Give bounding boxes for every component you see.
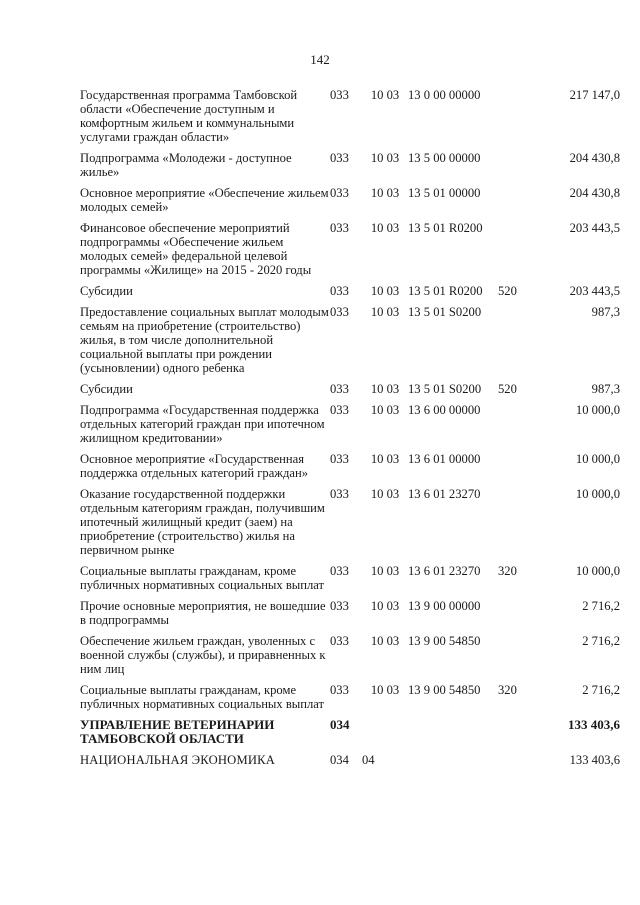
table-row	[80, 487, 620, 564]
section-code: 10 03	[370, 683, 400, 697]
article-code: 13 0 00 00000	[408, 88, 481, 102]
table-row	[80, 186, 620, 221]
expense-kind: 520	[498, 284, 517, 298]
article-code: 13 6 01 23270	[408, 564, 481, 578]
article-code: 13 5 01 00000	[408, 186, 481, 200]
expense-kind: 320	[498, 564, 517, 578]
article-code: 13 5 01 R0200	[408, 284, 483, 298]
expense-kind	[498, 305, 534, 382]
amount: 987,3	[591, 382, 620, 396]
amount: 10 000,0	[575, 564, 620, 578]
section-name: НАЦИОНАЛЬНАЯ ЭКОНОМИКА	[80, 753, 276, 767]
table-row	[80, 88, 620, 151]
article-code: 13 5 00 00000	[408, 151, 481, 165]
section-code: 04	[362, 753, 375, 767]
row-name: Социальные выплаты гражданам, кроме публичных нормативных социальных выплат	[80, 564, 325, 592]
section-code: 10 03	[370, 305, 400, 319]
section-code: 10 03	[370, 88, 400, 102]
row-name: Субсидии	[80, 382, 133, 396]
amount: 2 716,2	[582, 634, 620, 648]
amount: 10 000,0	[575, 452, 620, 466]
department-ministry-code: 034	[330, 717, 350, 732]
table-row	[80, 221, 620, 284]
ministry-code: 033	[330, 564, 349, 578]
ministry-code: 033	[330, 634, 349, 648]
section-ministry-code: 034	[330, 753, 349, 767]
table-row	[80, 403, 620, 452]
article-code: 13 5 01 S0200	[408, 305, 482, 319]
ministry-code: 033	[330, 452, 349, 466]
article-code: 13 6 00 00000	[408, 403, 481, 417]
expense-kind	[498, 221, 534, 284]
row-name: Оказание государственной поддержки отдельным категориям граждан, получившим ипотечный жилищный кредит (заем) на приобретение (строительство) жилья на первичном рынке	[80, 487, 325, 557]
table-row	[80, 151, 620, 186]
amount: 204 430,8	[569, 186, 620, 200]
article-code: 13 9 00 54850	[408, 634, 481, 648]
ministry-code: 033	[330, 305, 349, 319]
amount: 2 716,2	[582, 683, 620, 697]
section-code: 10 03	[370, 599, 400, 613]
ministry-code: 033	[330, 151, 349, 165]
ministry-code: 033	[330, 284, 349, 298]
amount: 10 000,0	[575, 403, 620, 417]
section-code: 10 03	[370, 487, 400, 501]
section-code: 10 03	[370, 452, 400, 466]
ministry-code: 033	[330, 186, 349, 200]
section-code: 10 03	[370, 151, 400, 165]
expense-kind	[498, 634, 534, 683]
expense-kind	[498, 186, 534, 221]
table-row	[80, 599, 620, 634]
row-name: Финансовое обеспечение мероприятий подпрограммы «Обеспечение жильем молодых семей» федеральной целевой программы «Жилище» на 2015 - 2020 годы	[80, 221, 312, 277]
amount: 10 000,0	[575, 487, 620, 501]
section-row	[80, 753, 620, 774]
article-code: 13 6 01 23270	[408, 487, 481, 501]
article-code: 13 9 00 00000	[408, 599, 481, 613]
ministry-code: 033	[330, 599, 349, 613]
department-amount: 133 403,6	[568, 717, 620, 732]
table-row	[80, 564, 620, 599]
section-code: 10 03	[370, 186, 400, 200]
row-name: Подпрограмма «Молодежи - доступное жилье»	[80, 151, 292, 179]
amount: 2 716,2	[582, 599, 620, 613]
table-row	[80, 634, 620, 683]
expense-kind	[498, 403, 534, 452]
section-code: 10 03	[370, 403, 400, 417]
ministry-code: 033	[330, 403, 349, 417]
row-name: Прочие основные мероприятия, не вошедшие в подпрограммы	[80, 599, 326, 627]
amount: 203 443,5	[569, 221, 620, 235]
row-name: Государственная программа Тамбовской области «Обеспечение доступным и комфортным жильем и коммунальными услугами граждан области»	[80, 88, 298, 144]
budget-table	[80, 88, 620, 774]
expense-kind	[498, 599, 534, 634]
department-name: УПРАВЛЕНИЕ ВЕТЕРИНАРИИ ТАМБОВСКОЙ ОБЛАСТИ	[80, 717, 275, 746]
article-code: 13 5 01 R0200	[408, 221, 483, 235]
row-name: Основное мероприятие «Государственная поддержка отдельных категорий граждан»	[80, 452, 309, 480]
expense-kind: 520	[498, 382, 517, 396]
expense-kind	[498, 487, 534, 564]
page-number: 142	[310, 52, 330, 67]
article-code: 13 5 01 S0200	[408, 382, 482, 396]
amount: 203 443,5	[569, 284, 620, 298]
row-name: Обеспечение жильем граждан, уволенных с военной службы (службы), и приравненных к ним лиц	[80, 634, 326, 676]
expense-kind	[498, 452, 534, 487]
expense-kind	[498, 151, 534, 186]
section-code: 10 03	[370, 564, 400, 578]
row-name: Субсидии	[80, 284, 133, 298]
row-name: Основное мероприятие «Обеспечение жильем молодых семей»	[80, 186, 329, 214]
row-name: Предоставление социальных выплат молодым семьям на приобретение (строительство) жилья, в том числе дополнительной социальной выплаты при рождении (усыновлении) одного ребенка	[80, 305, 329, 375]
section-code: 10 03	[370, 221, 400, 235]
table-row	[80, 683, 620, 718]
amount: 204 430,8	[569, 151, 620, 165]
department-article-code	[408, 718, 498, 753]
ministry-code: 033	[330, 487, 349, 501]
article-code: 13 9 00 54850	[408, 683, 481, 697]
amount: 217 147,0	[569, 88, 620, 102]
budget-table-body	[80, 88, 620, 774]
section-code: 10 03	[370, 634, 400, 648]
row-name: Социальные выплаты гражданам, кроме публичных нормативных социальных выплат	[80, 683, 325, 711]
table-row	[80, 305, 620, 382]
department-section-code	[362, 718, 408, 753]
table-row	[80, 382, 620, 403]
ministry-code: 033	[330, 221, 349, 235]
section-expense-kind	[498, 753, 534, 774]
table-row	[80, 284, 620, 305]
section-amount: 133 403,6	[569, 753, 620, 767]
ministry-code: 033	[330, 88, 349, 102]
amount: 987,3	[591, 305, 620, 319]
department-expense-kind	[498, 718, 534, 753]
article-code: 13 6 01 00000	[408, 452, 481, 466]
section-article-code	[408, 753, 498, 774]
table-row	[80, 452, 620, 487]
ministry-code: 033	[330, 382, 349, 396]
expense-kind	[498, 88, 534, 151]
ministry-code: 033	[330, 683, 349, 697]
department-row	[80, 718, 620, 753]
section-code: 10 03	[370, 284, 400, 298]
row-name: Подпрограмма «Государственная поддержка отдельных категорий граждан при ипотечном жилищном кредитовании»	[80, 403, 325, 445]
section-code: 10 03	[370, 382, 400, 396]
expense-kind: 320	[498, 683, 517, 697]
